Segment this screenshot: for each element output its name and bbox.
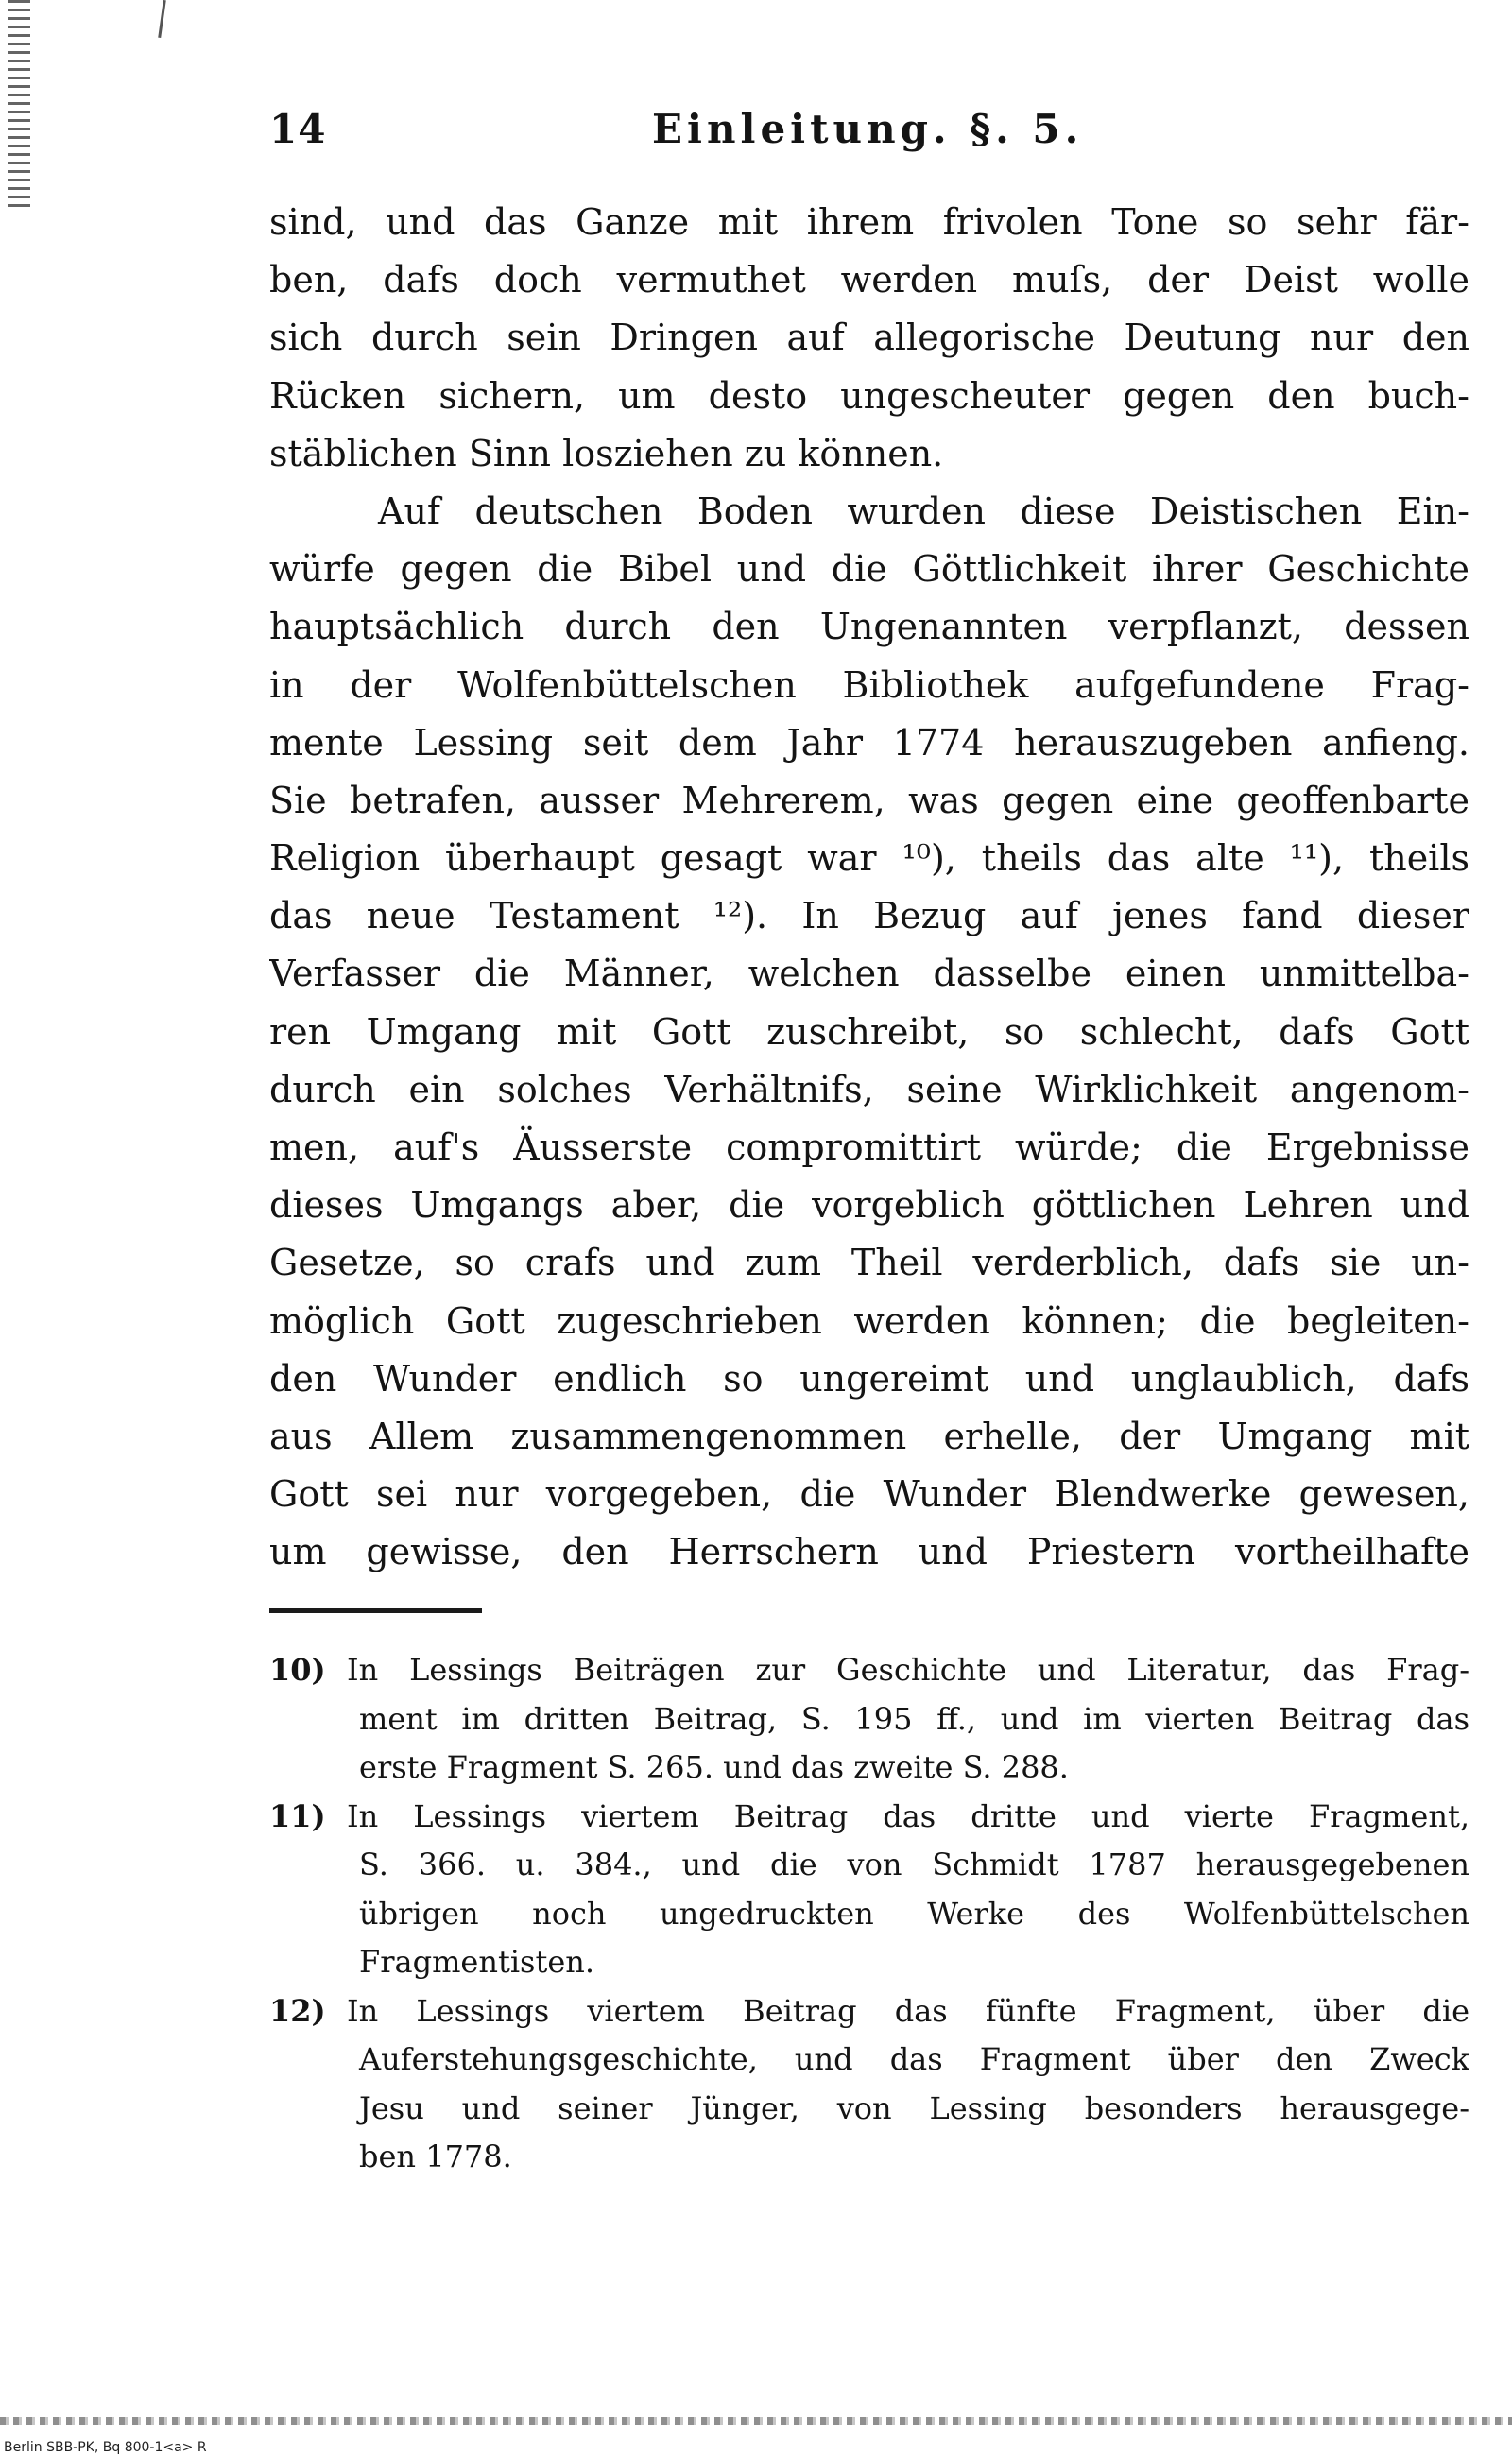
scan-edge-artifact bbox=[8, 0, 30, 208]
scan-edge-mark bbox=[158, 0, 166, 38]
footnote-line bbox=[269, 1793, 1469, 1842]
scan-noise-strip bbox=[0, 2417, 1512, 2425]
text-line: in der Wolfenbüttelschen Bibliothek aufgefundene Frag- bbox=[269, 663, 1469, 706]
footnote-line: ment im dritten Beitrag, S. 195 ff., und im vierten Beitrag das bbox=[359, 1700, 1469, 1737]
text-line: aus Allem zusammengenommen erhelle, der Umgang mit bbox=[269, 1415, 1469, 1457]
text-line: mente Lessing seit dem Jahr 1774 herauszugeben anfieng. bbox=[269, 721, 1469, 764]
footnote-line: Auferstehungsgeschichte, und das Fragment über den Zweck bbox=[359, 2041, 1469, 2077]
text-line: ren Umgang mit Gott zuschreibt, so schlecht, dafs Gott bbox=[269, 1010, 1469, 1053]
footnote-text: In Lessings viertem Beitrag das fünfte Fragment, über die bbox=[347, 1992, 1469, 2029]
footnote-line: erste Fragment S. 265. und das zweite S. 288. bbox=[359, 1749, 1069, 1785]
text-line: um gewisse, den Herrschern und Priestern vortheilhafte bbox=[269, 1531, 1469, 1573]
footnote-line: ben 1778. bbox=[359, 2139, 512, 2174]
footnote-10 bbox=[269, 1646, 1469, 1793]
footnote-number: 10) bbox=[269, 1652, 326, 1688]
text-line: sich durch sein Dringen auf allegorische Deutung nur den bbox=[269, 317, 1469, 359]
text-line: ben, dafs doch vermuthet werden muſs, der Deist wolle bbox=[269, 259, 1469, 301]
text-line: Religion überhaupt gesagt war ¹⁰), theils das alte ¹¹), theils bbox=[269, 837, 1469, 880]
footnote-line: übrigen noch ungedruckten Werke des Wolfenbüttelschen bbox=[359, 1895, 1469, 1932]
text-line: dieses Umgangs aber, die vorgeblich göttlichen Lehren und bbox=[269, 1184, 1469, 1227]
library-signature: Berlin SBB-PK, Bq 800-1<a> R bbox=[4, 2440, 207, 2455]
body-text bbox=[269, 194, 1469, 1582]
text-line: Verfasser die Männer, welchen dasselbe einen unmittelba- bbox=[269, 953, 1469, 995]
footnote-number: 12) bbox=[269, 1992, 326, 2029]
text-line: men, auf's Äusserste compromittirt würde; die Ergebnisse bbox=[269, 1126, 1469, 1168]
page-number: 14 bbox=[269, 106, 327, 152]
text-line: Auf deutschen Boden wurden diese Deistischen Ein- bbox=[378, 490, 1469, 532]
footnote-number: 11) bbox=[269, 1797, 326, 1834]
text-line: Sie betrafen, ausser Mehrerem, was gegen eine geoffenbarte bbox=[269, 779, 1469, 821]
text-line: hauptsächlich durch den Ungenannten verpflanzt, dessen bbox=[269, 606, 1469, 648]
footnote-text: In Lessings Beiträgen zur Geschichte und Literatur, das Frag- bbox=[347, 1652, 1469, 1688]
page-header bbox=[269, 106, 1082, 163]
footnote-line: Jesu und seiner Jünger, von Lessing besonders herausgege- bbox=[359, 2089, 1469, 2126]
footnote-separator bbox=[269, 1608, 482, 1613]
footnote-12 bbox=[269, 1987, 1469, 2182]
text-line: Gott sei nur vorgegeben, die Wunder Blendwerke gewesen, bbox=[269, 1473, 1469, 1516]
footnote-line bbox=[269, 1646, 1469, 1695]
scan-footer bbox=[0, 2400, 1512, 2457]
text-line: sind, und das Ganze mit ihrem frivolen Tone so sehr fär- bbox=[269, 201, 1469, 243]
text-line: durch ein solches Verhältnifs, seine Wirklichkeit angenom- bbox=[269, 1068, 1469, 1110]
text-line: möglich Gott zugeschrieben werden können; die begleiten- bbox=[269, 1299, 1469, 1342]
footnote-text: In Lessings viertem Beitrag das dritte und vierte Fragment, bbox=[347, 1797, 1469, 1834]
footnote-line: Fragmentisten. bbox=[359, 1944, 595, 1980]
running-title: Einleitung. §. 5. bbox=[652, 106, 1084, 152]
text-line: stäblichen Sinn losziehen zu können. bbox=[269, 432, 944, 474]
text-line: Rücken sichern, um desto ungescheuter gegen den buch- bbox=[269, 374, 1469, 417]
text-line: das neue Testament ¹²). In Bezug auf jenes fand dieser bbox=[269, 895, 1469, 937]
text-line: den Wunder endlich so ungereimt und unglaublich, dafs bbox=[269, 1357, 1469, 1400]
footnote-11 bbox=[269, 1793, 1469, 1987]
text-line: Gesetze, so crafs und zum Theil verderblich, dafs sie un- bbox=[269, 1242, 1469, 1284]
text-line: würfe gegen die Bibel und die Göttlichkeit ihrer Geschichte bbox=[269, 548, 1469, 591]
footnote-line: S. 366. u. 384., und die von Schmidt 1787 herausgegebenen bbox=[359, 1847, 1469, 1882]
footnotes bbox=[269, 1646, 1469, 2182]
footnote-line bbox=[269, 1987, 1469, 2036]
